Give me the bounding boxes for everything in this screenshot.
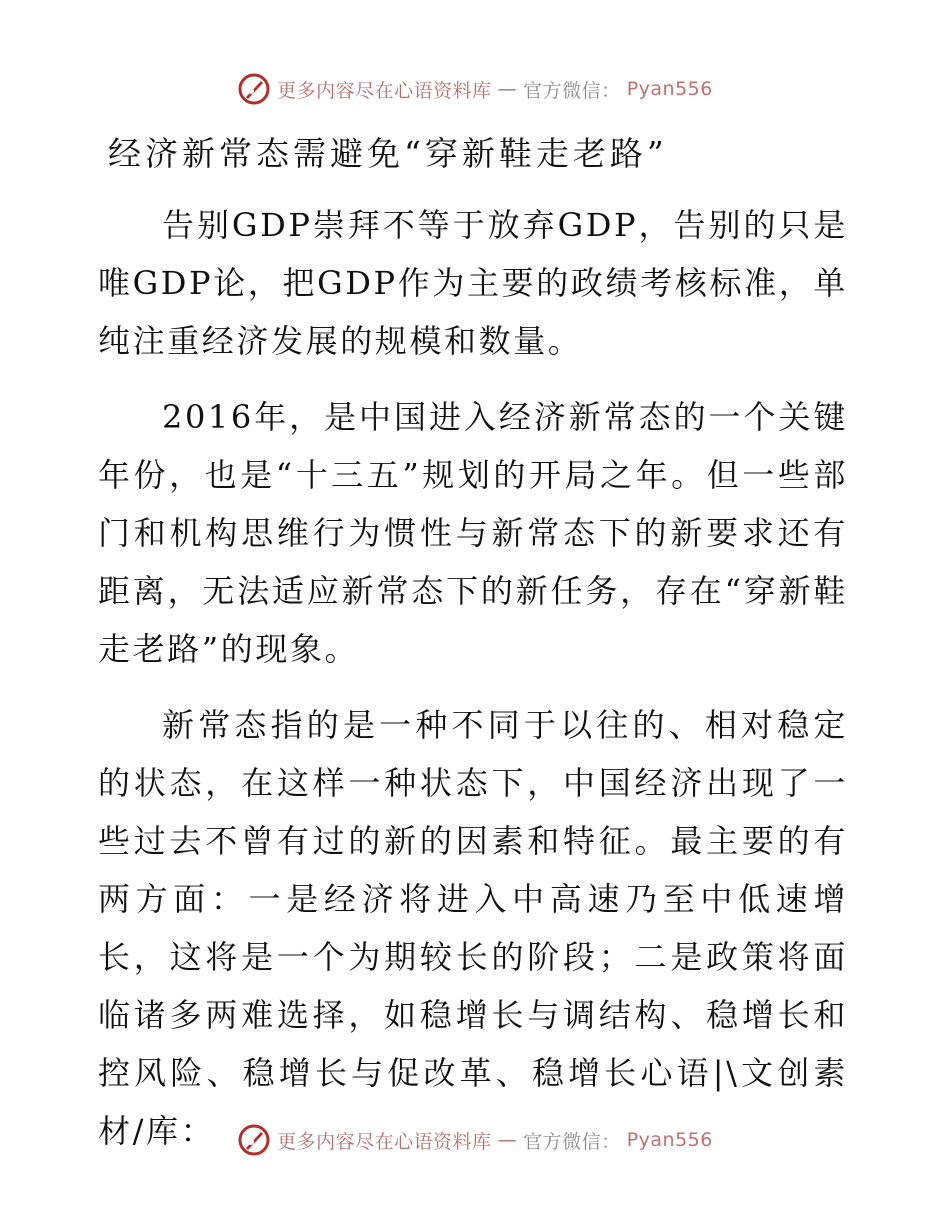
quill-seal-icon: [237, 1123, 271, 1157]
watermark-site-text: 更多内容尽在心语资料库: [277, 1130, 492, 1153]
watermark-dash: —: [497, 1129, 518, 1151]
quill-seal-icon: [237, 72, 271, 106]
watermark-official-label: 官方微信：: [523, 79, 621, 102]
header-watermark: [0, 72, 950, 106]
watermark-official-label: 官方微信：: [523, 1130, 621, 1153]
paragraph-1: 告别GDP崇拜不等于放弃GDP，告别的只是唯GDP论，把GDP作为主要的政绩考核标准，单纯注重经济发展的规模和数量。: [98, 206, 848, 360]
watermark-wechat-id: Pyan556: [626, 1129, 713, 1151]
watermark-dash: —: [497, 78, 518, 100]
watermark-site-text: 更多内容尽在心语资料库: [277, 79, 492, 102]
paragraph-3: 新常态指的是一种不同于以往的、相对稳定的状态，在这样一种状态下，中国经济出现了一些过去不曾有过的新的因素和特征。最主要的有两方面：一是经济将进入中高速乃至中低速增长，这将是一个为期较长的阶段；二是政策将面临诸多两难选择，如稳增长与调结构、稳增长和控风险、稳增长与促改革、稳增长心语|\文创素材/库：: [98, 706, 848, 1150]
watermark-wechat-id: Pyan556: [626, 78, 713, 100]
paragraph-2: 2016年，是中国进入经济新常态的一个关键年份，也是“十三五”规划的开局之年。但一些部门和机构思维行为惯性与新常态下的新要求还有距离，无法适应新常态下的新任务，存在“穿新鞋走老路”的现象。: [98, 398, 848, 668]
document-body: [98, 196, 848, 1178]
footer-watermark: [0, 1123, 950, 1157]
document-title: 经济新常态需避免“穿新鞋走老路”: [108, 134, 668, 173]
